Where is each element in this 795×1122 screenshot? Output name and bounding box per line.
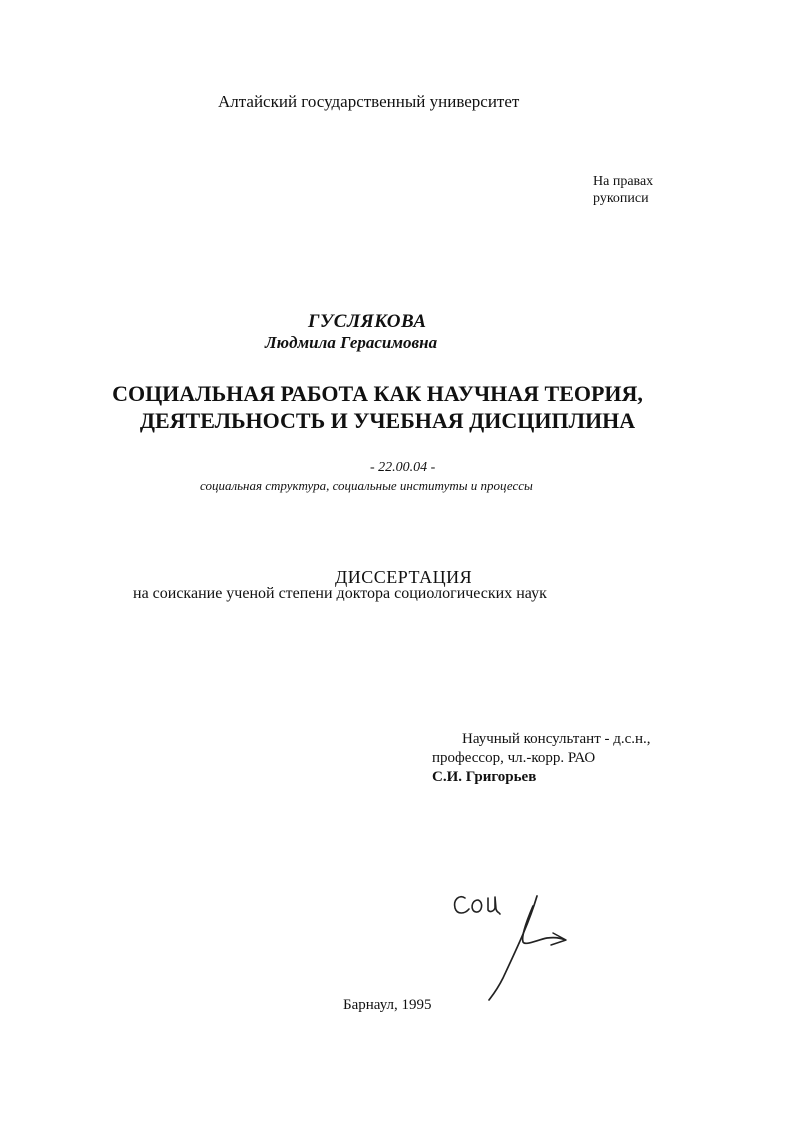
specialty-name: социальная структура, социальные институты и процессы bbox=[200, 478, 533, 493]
manuscript-rights-note bbox=[593, 173, 653, 207]
specialty-code: - 22.00.04 - bbox=[370, 460, 436, 475]
dissertation-label: ДИССЕРТАЦИЯ bbox=[335, 567, 473, 587]
scientific-advisor bbox=[432, 730, 651, 787]
title-line-2: ДЕЯТЕЛЬНОСТЬ И УЧЕБНАЯ ДИСЦИПЛИНА bbox=[139, 408, 636, 433]
author-surname: ГУСЛЯКОВА bbox=[308, 311, 427, 332]
university-name: Алтайский государственный университет bbox=[218, 92, 520, 111]
author-given-name: Людмила Герасимовна bbox=[265, 333, 438, 352]
handwritten-signature bbox=[445, 878, 575, 1003]
city-year: Барнаул, 1995 bbox=[343, 997, 432, 1013]
rights-line-1: На правах bbox=[593, 174, 654, 189]
dissertation-title bbox=[0, 380, 755, 434]
title-line-1: СОЦИАЛЬНАЯ РАБОТА КАК НАУЧНАЯ ТЕОРИЯ, bbox=[112, 381, 643, 406]
advisor-name: С.И. Григорьев bbox=[432, 769, 537, 785]
advisor-line-2: профессор, чл.-корр. РАО bbox=[432, 750, 596, 766]
advisor-line-1: Научный консультант - д.с.н., bbox=[462, 731, 651, 747]
rights-line-2: рукописи bbox=[593, 191, 649, 206]
degree-purpose: на соискание ученой степени доктора социологических наук bbox=[133, 585, 547, 602]
